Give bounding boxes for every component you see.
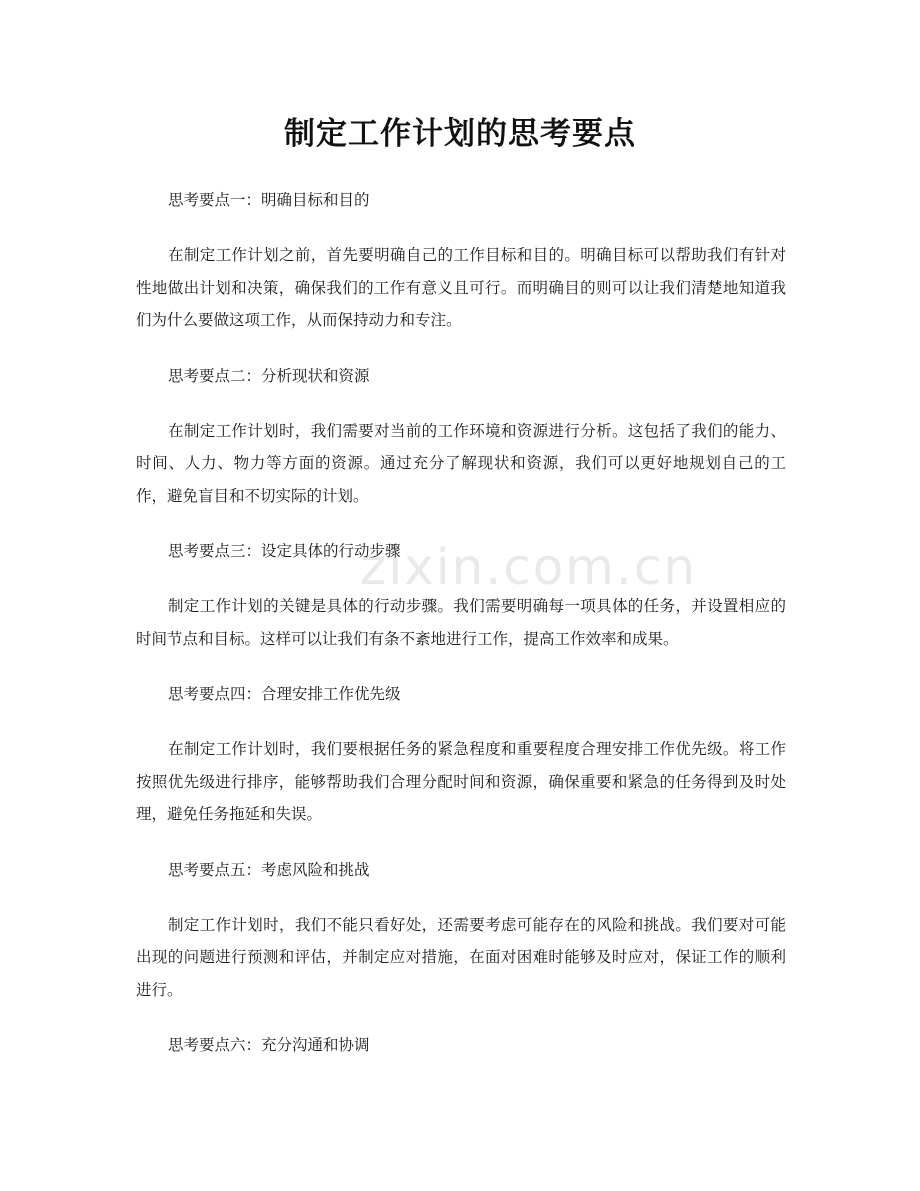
page-title: 制定工作计划的思考要点	[284, 116, 636, 152]
watermark: zixin.com.cn	[360, 538, 698, 596]
section-heading-6: 思考要点六：充分沟通和协调	[168, 1036, 370, 1054]
section-heading-5: 思考要点五：考虑风险和挑战	[168, 860, 370, 879]
section-paragraph-4: 在制定工作计划时，我们要根据任务的紧急程度和重要程度合理安排工作优先级。将工作按照优先级进行排序，能够帮助我们合理分配时间和资源，确保重要和紧急的任务得到及时处理，避免任务拖延和失误。	[136, 740, 786, 823]
section-paragraph-1: 在制定工作计划之前，首先要明确自己的工作目标和目的。明确目标可以帮助我们有针对性地做出计划和决策，确保我们的工作有意义且可行。而明确目的则可以让我们清楚地知道我们为什么要做这项工作，从而保持动力和专注。	[136, 246, 786, 329]
section-heading-3: 思考要点三：设定具体的行动步骤	[168, 542, 401, 560]
section-heading-1: 思考要点一：明确目标和目的	[168, 191, 370, 209]
section-paragraph-3: 制定工作计划的关键是具体的行动步骤。我们需要明确每一项具体的任务，并设置相应的时间节点和目标。这样可以让我们有条不紊地进行工作，提高工作效率和成果。	[136, 597, 786, 648]
section-heading-2: 思考要点二：分析现状和资源	[168, 366, 370, 385]
section-paragraph-2: 在制定工作计划时，我们需要对当前的工作环境和资源进行分析。这包括了我们的能力、时间、人力、物力等方面的资源。通过充分了解现状和资源，我们可以更好地规划自己的工作，避免盲目和不切实际的计划。	[136, 421, 786, 505]
section-heading-4: 思考要点四：合理安排工作优先级	[168, 685, 401, 703]
document-body	[136, 184, 786, 1084]
section-paragraph-5: 制定工作计划时，我们不能只看好处，还需要考虑可能存在的风险和挑战。我们要对可能出现的问题进行预测和评估，并制定应对措施，在面对困难时能够及时应对，保证工作的顺利进行。	[136, 915, 786, 999]
